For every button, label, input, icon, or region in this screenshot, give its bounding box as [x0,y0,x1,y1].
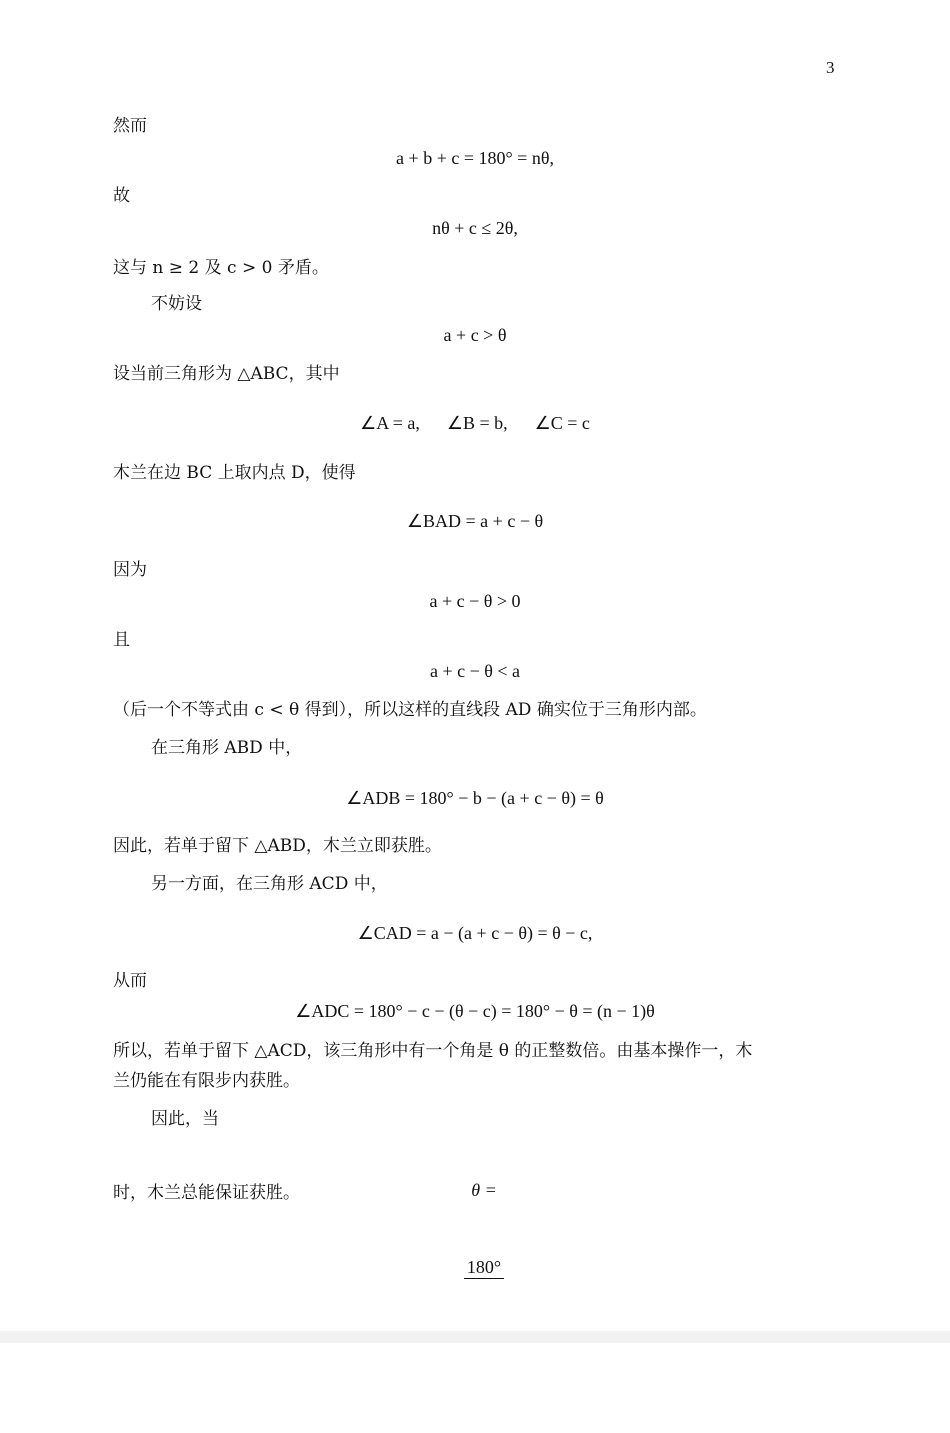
text-line: （后一个不等式由 c < θ 得到），所以这样的直线段 AD 确实位于三角形内部。 [113,700,707,720]
equation: ∠CAD = a − (a + c − θ) = θ − c, [357,923,593,943]
text-line: 因此，若单于留下 △ABD，木兰立即获胜。 [113,836,442,856]
equation: a + b + c = 180° = nθ, [396,148,554,168]
text-line: 且 [113,630,130,650]
equation: ∠ADB = 180° − b − (a + c − θ) = θ [346,788,604,808]
equation: ∠BAD = a + c − θ [406,511,544,531]
equation: ∠ADC = 180° − c − (θ − c) = 180° − θ = (n − 1)θ [295,1001,655,1021]
text-line: 时，木兰总能保证获胜。 [113,1183,300,1203]
text-line: 这与 n ≥ 2 及 c > 0 矛盾。 [113,258,329,278]
fraction [464,1212,504,1389]
equation: nθ + c ≤ 2θ, [432,218,518,238]
equation-fraction [0,1124,950,1433]
fraction-lhs: θ = [471,1180,497,1200]
equation: a + c > θ [443,325,507,345]
page-bottom-edge [0,1331,950,1343]
text-line: 所以，若单于留下 △ACD，该三角形中有一个角是 θ 的正整数倍。由基本操作一，木 [113,1041,753,1061]
text-line: 木兰在边 BC 上取内点 D，使得 [113,463,356,483]
text-line: 因此，当 [151,1109,219,1129]
text-line: 故 [113,186,130,206]
fraction-numerator: 180° [464,1256,504,1279]
text-line: 在三角形 ABD 中， [151,738,303,758]
text-line: 从而 [113,971,147,991]
text-line: 另一方面，在三角形 ACD 中， [151,874,388,894]
equation: ∠A = a, ∠B = b, ∠C = c [360,413,590,433]
text-line: 不妨设 [151,294,202,314]
text-line: 因为 [113,560,147,580]
equation: a + c − θ < a [429,661,521,681]
page-number: 3 [826,58,835,77]
text-line: 设当前三角形为 △ABC，其中 [113,364,340,384]
text-line: 兰仍能在有限步内获胜。 [113,1071,300,1091]
text-line: 然而 [113,116,147,136]
equation: a + c − θ > 0 [429,591,521,611]
